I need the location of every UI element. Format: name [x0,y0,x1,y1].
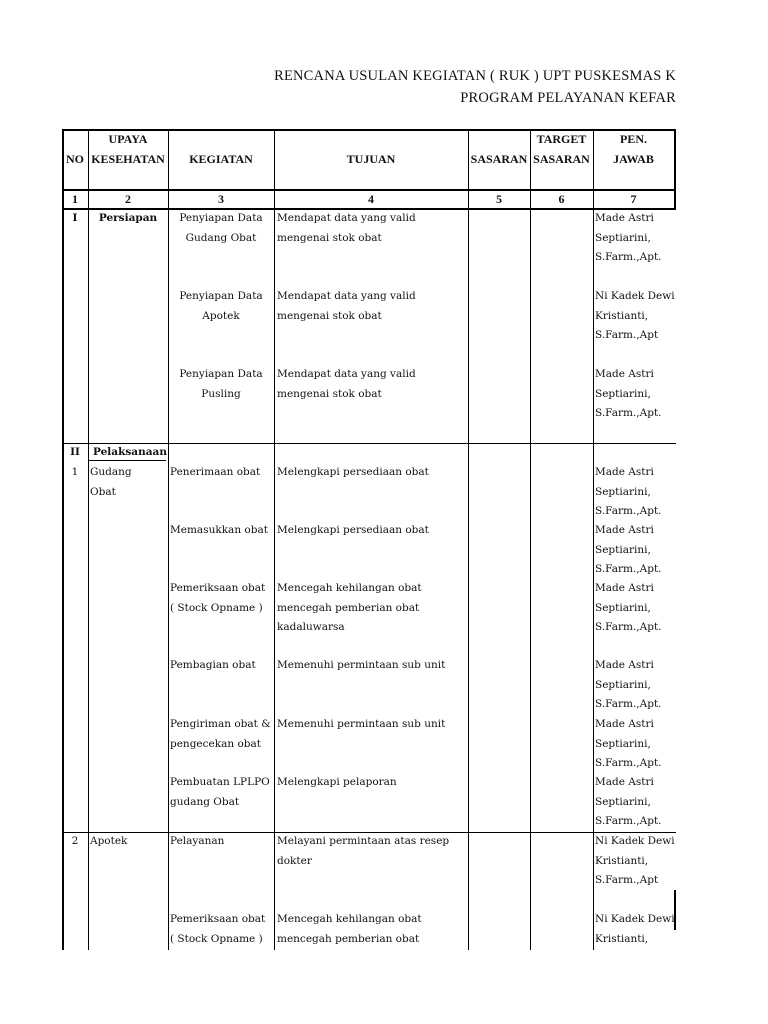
tujuan-cell [277,715,467,735]
pj-line: Made Astri [595,582,654,594]
pj-line: Ni Kadek Dewi [595,913,675,925]
section-upaya: Persiapan [98,212,158,224]
section-no: I [72,212,78,224]
kegiatan-line: Gudang Obat [185,231,257,244]
header-kegiatan: KEGIATAN [189,152,253,166]
kegiatan-line: Pelayanan [170,835,225,847]
penanggung-jawab-cell [595,463,675,522]
kegiatan-line: Memasukkan obat [170,524,268,536]
tujuan-line: Melayani permintaan atas resep [277,835,450,847]
kegiatan-line: Penyiapan Data [179,368,263,380]
penanggung-jawab-cell [595,910,675,949]
kegiatan-line: Pembuatan LPLPO [170,776,270,788]
col-kegiatan-divider [274,129,275,950]
penanggung-jawab-cell [595,715,675,774]
tujuan-line: Melengkapi persediaan obat [277,524,429,536]
pj-line: Ni Kadek Dewi [595,835,675,847]
penanggung-jawab-cell [595,832,675,891]
subsection-upaya [90,832,167,852]
tujuan-line: mengenai stok obat [277,231,382,244]
column-number-4: 4 [368,192,374,206]
tujuan-line: Melengkapi persediaan obat [277,466,429,478]
kegiatan-line: pengecekan obat [170,737,261,750]
table-left-border [62,129,64,950]
tujuan-line: dokter [277,854,312,867]
upaya-line: Apotek [90,835,128,847]
penanggung-jawab-cell [595,521,675,580]
penanggung-jawab-cell [595,773,675,832]
pj-line: S.Farm.,Apt [595,874,659,886]
col-target-divider [593,129,594,950]
tujuan-cell [277,209,467,248]
kegiatan-cell [170,521,273,541]
tujuan-line: Mencegah kehilangan obat [277,913,422,925]
header-pj-line2: JAWAB [613,152,654,166]
pj-line: Septiarini, [595,678,651,691]
section-upaya: Pelaksanaan [93,446,167,458]
tujuan-line: Memenuhi permintaan sub unit [277,718,446,730]
document-title-line-1: RENCANA USULAN KEGIATAN ( RUK ) UPT PUSKESMAS K [274,68,676,84]
kegiatan-cell [170,773,273,812]
header-target-line1: TARGET [536,132,587,146]
pj-line: Septiarini, [595,387,651,400]
table-top-border [62,129,676,131]
tujuan-cell [277,773,467,793]
kegiatan-cell [170,579,273,618]
column-number-2: 2 [125,192,131,206]
table-right-border-top [674,129,676,209]
tujuan-line: Memenuhi permintaan sub unit [277,659,446,671]
header-target-line2: SASARAN [533,152,590,166]
penanggung-jawab-cell [595,656,675,715]
tujuan-line: Mendapat data yang valid [277,212,416,224]
tujuan-line: Melengkapi pelaporan [277,776,397,788]
column-number-1: 1 [72,192,78,206]
pj-line: Septiarini, [595,795,651,808]
kegiatan-cell [170,715,273,754]
column-number-7: 7 [630,192,637,206]
pj-line: Kristianti, [595,932,649,945]
tujuan-line: Mendapat data yang valid [277,290,416,302]
tujuan-cell [277,521,467,541]
pj-line: Septiarini, [595,737,651,750]
kegiatan-cell [170,656,273,676]
pj-line: S.Farm.,Apt. [595,407,662,419]
penanggung-jawab-cell [595,579,675,638]
tujuan-line: mencegah pemberian obat [277,932,420,945]
tujuan-cell [277,656,467,676]
pj-line: Made Astri [595,776,654,788]
tujuan-line: Mendapat data yang valid [277,368,416,380]
pj-line: S.Farm.,Apt. [595,251,662,263]
kegiatan-line: Penyiapan Data [179,290,263,302]
pj-line: Made Astri [595,212,654,224]
pj-line: Made Astri [595,524,654,536]
tujuan-cell [277,463,467,483]
subsection-no: 1 [71,466,79,478]
pj-line: S.Farm.,Apt. [595,815,662,827]
pj-line: Septiarini, [595,485,651,498]
document-title-line-2: PROGRAM PELAYANAN KEFAR [460,90,676,106]
pj-line: Made Astri [595,466,654,478]
tujuan-cell [277,579,467,638]
tujuan-cell [277,287,467,326]
tujuan-line: mengenai stok obat [277,309,382,322]
header-no: NO [66,152,84,166]
pj-line: S.Farm.,Apt [595,329,659,341]
section-no: II [70,446,80,458]
pj-line: Made Astri [595,659,654,671]
penanggung-jawab-cell [595,209,675,268]
kegiatan-line: Penerimaan obat [170,466,261,478]
column-number-5: 5 [496,192,502,206]
kegiatan-line: Pemeriksaan obat [170,913,266,925]
tujuan-line: Mencegah kehilangan obat [277,582,422,594]
kegiatan-cell [170,287,272,326]
header-upaya-line1: UPAYA [108,132,148,146]
penanggung-jawab-cell [595,287,675,346]
header-sasaran: SASARAN [470,152,528,166]
pj-line: Septiarini, [595,601,651,614]
pj-line: Septiarini, [595,231,651,244]
subsection-upaya [90,463,167,502]
tujuan-line: mencegah pemberian obat [277,601,420,614]
col-tujuan-divider [468,129,469,950]
kegiatan-line: ( Stock Opname ) [170,601,263,614]
kegiatan-cell [170,365,272,404]
pj-line: S.Farm.,Apt. [595,563,662,575]
column-number-3: 3 [218,192,224,206]
kegiatan-line: Pembagian obat [170,659,256,671]
kegiatan-line: Penyiapan Data [179,212,263,224]
header-bottom-border [62,189,676,191]
pj-line: S.Farm.,Apt. [595,505,662,517]
column-number-6: 6 [558,192,565,206]
pj-line: S.Farm.,Apt. [595,621,662,633]
upaya-line: Gudang [90,466,132,478]
pj-line: Kristianti, [595,309,649,322]
tujuan-cell [277,365,467,404]
kegiatan-cell [170,209,272,248]
kegiatan-line: Apotek [202,309,240,322]
tujuan-cell [277,832,467,871]
col-upaya-divider [168,129,169,950]
kegiatan-line: Pemeriksaan obat [170,582,266,594]
header-pj-line1: PEN. [620,132,647,146]
kegiatan-line: ( Stock Opname ) [170,932,263,945]
tujuan-line: kadaluwarsa [277,621,345,633]
pj-line: Septiarini, [595,543,651,556]
col-no-divider [88,129,89,950]
pj-line: S.Farm.,Apt. [595,698,662,710]
header-tujuan: TUJUAN [346,152,396,166]
kegiatan-cell [170,832,273,852]
pj-line: S.Farm.,Apt. [595,757,662,769]
kegiatan-cell [170,910,273,949]
penanggung-jawab-cell [595,365,675,424]
kegiatan-cell [170,463,273,483]
col-sasaran-divider [530,129,531,950]
header-upaya-line2: KESEHATAN [91,152,165,166]
kegiatan-line: Pengiriman obat & [170,718,271,730]
upaya-line: Obat [90,485,116,498]
pj-line: Kristianti, [595,854,649,867]
pj-line: Made Astri [595,718,654,730]
subsection-no: 2 [71,835,79,847]
tujuan-line: mengenai stok obat [277,387,382,400]
tujuan-cell [277,910,467,949]
pj-line: Made Astri [595,368,654,380]
pj-line: Ni Kadek Dewi [595,290,675,302]
kegiatan-line: gudang Obat [170,795,240,808]
kegiatan-line: Pusling [201,387,241,400]
